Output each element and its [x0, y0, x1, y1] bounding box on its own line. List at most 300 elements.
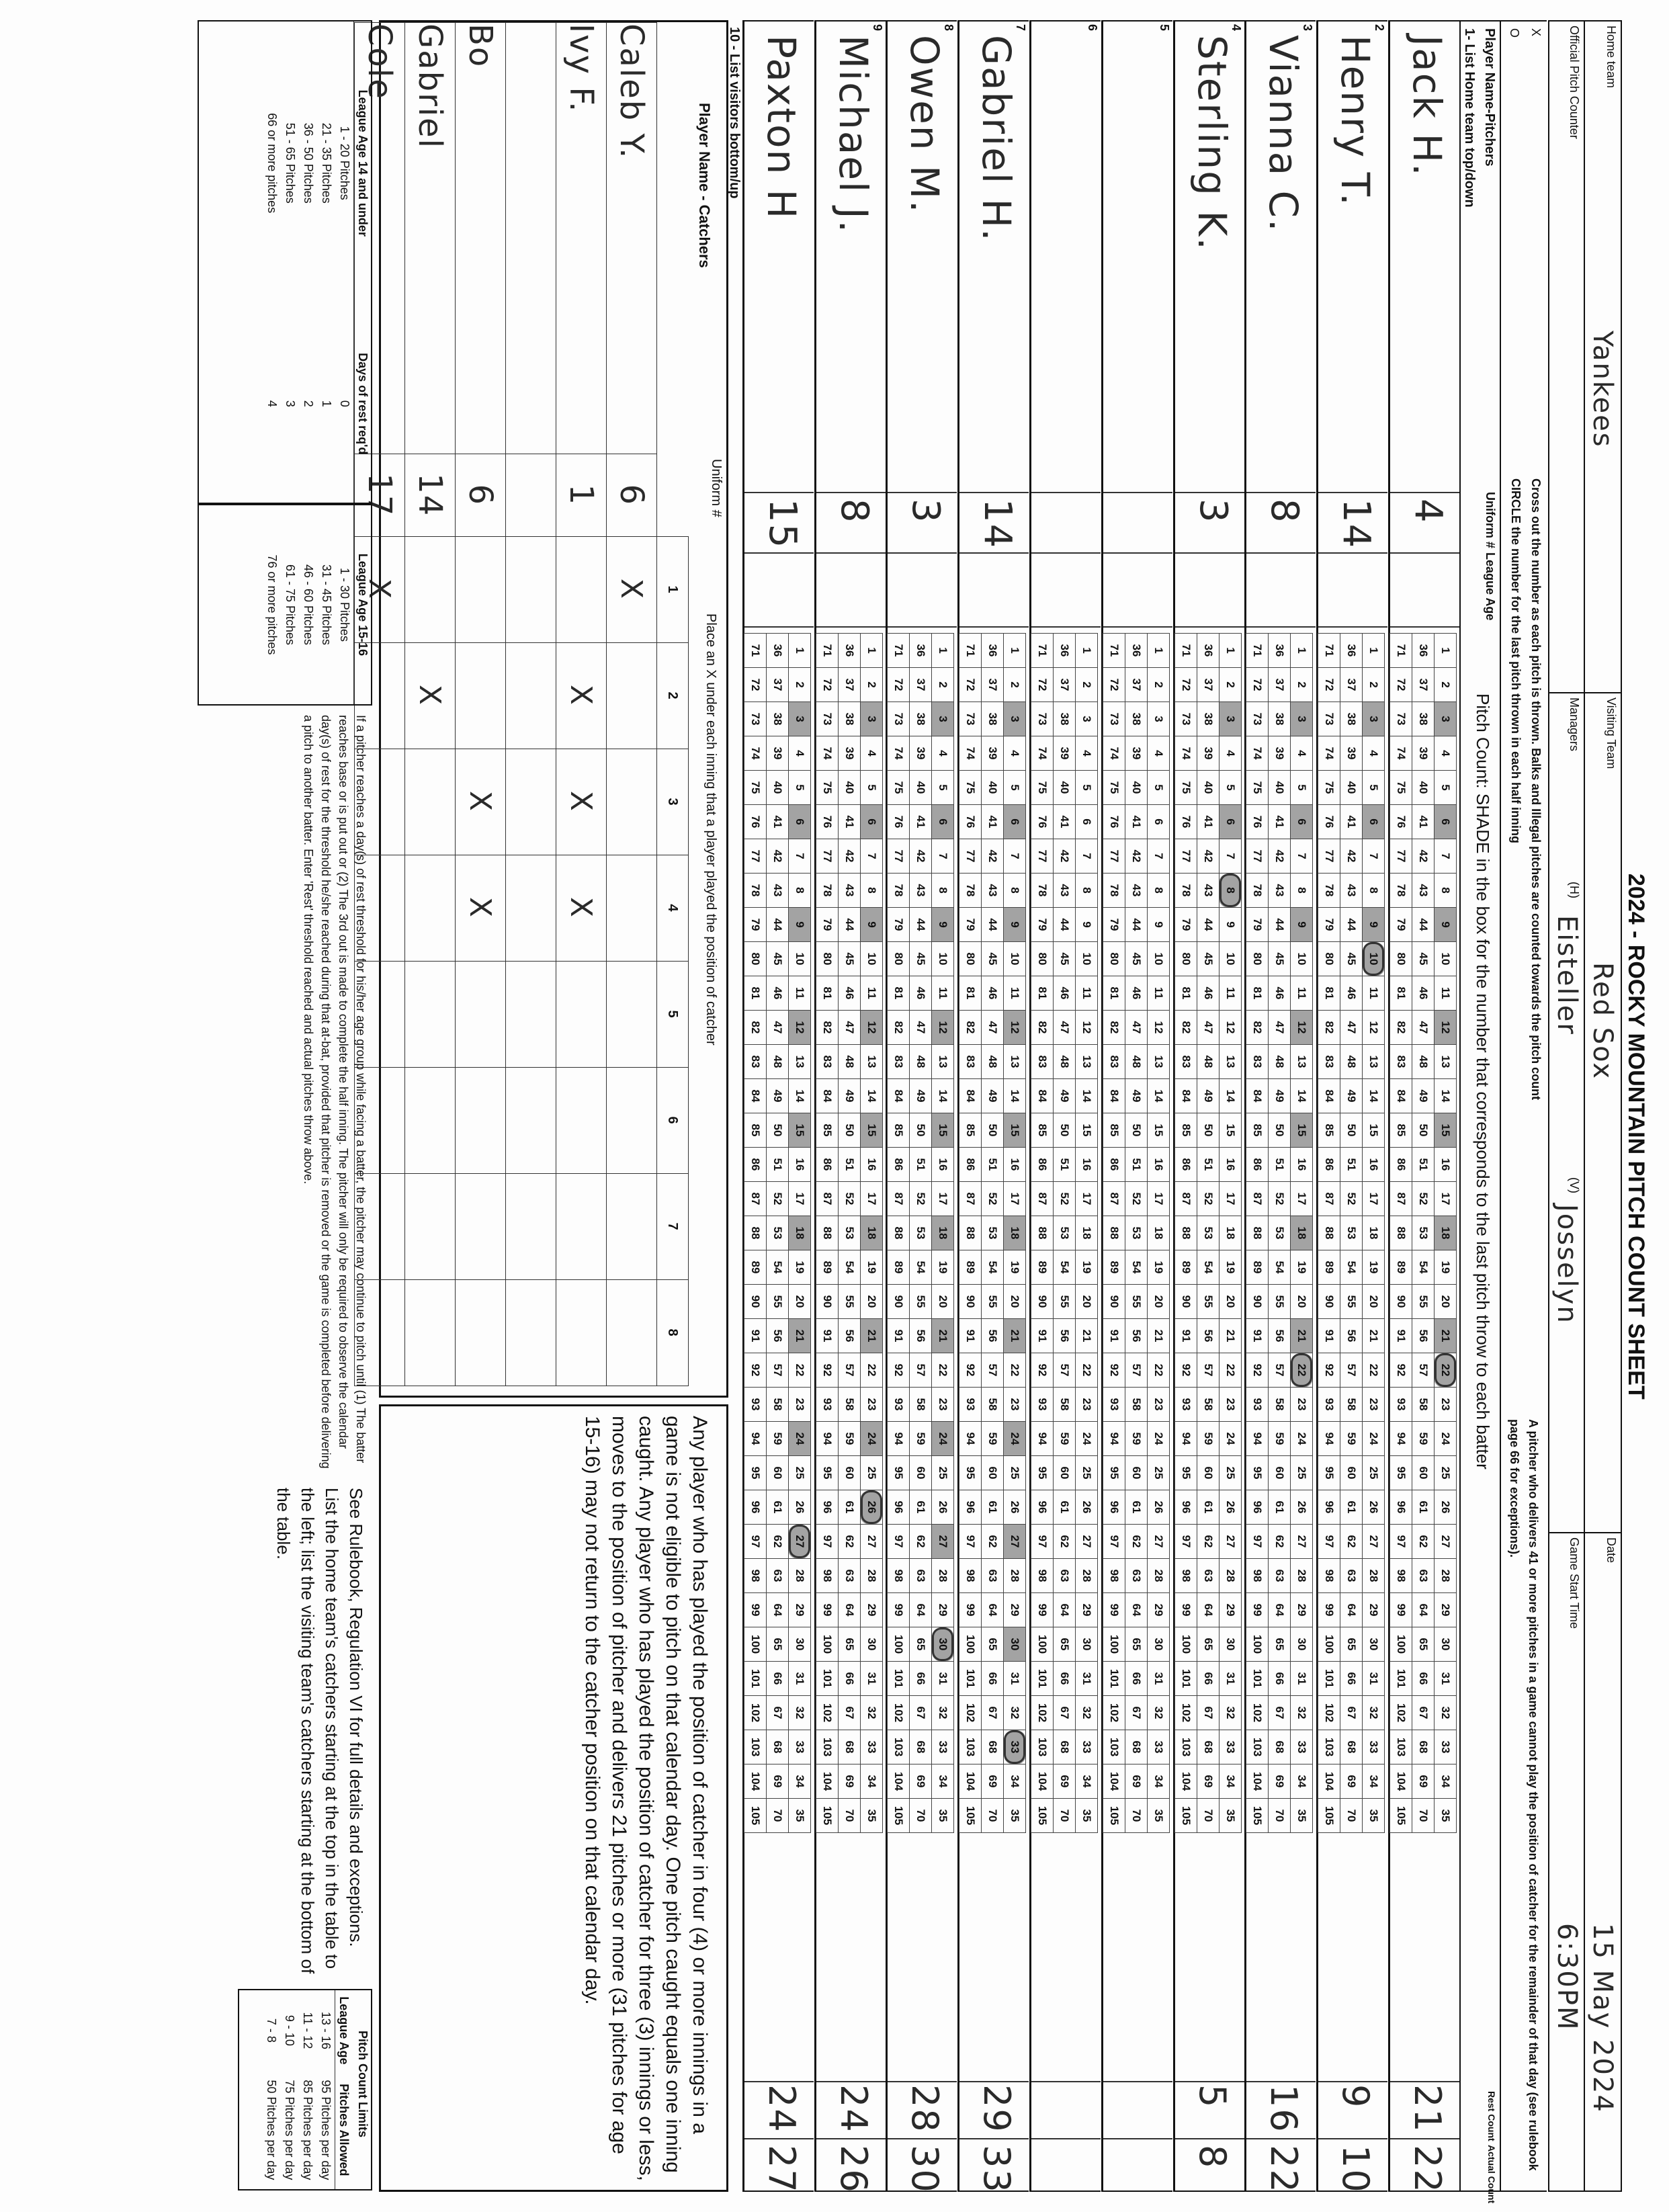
pitch-cell[interactable]: 58 — [1340, 1388, 1363, 1422]
pitch-cell[interactable]: 42 — [1197, 839, 1219, 874]
pitch-cell[interactable]: 37 — [1269, 668, 1291, 702]
pitch-cell[interactable]: 10 — [932, 942, 954, 976]
pitch-cell[interactable]: 81 — [1031, 976, 1054, 1011]
pitch-cell[interactable]: 90 — [816, 1285, 838, 1319]
pitch-cell[interactable]: 85 — [1174, 1113, 1197, 1148]
pitch-cell[interactable]: 81 — [1246, 976, 1269, 1011]
pitch-cell[interactable]: 103 — [1318, 1730, 1340, 1764]
pitch-cell[interactable]: 50 — [982, 1113, 1004, 1148]
pitch-cell[interactable]: 2 — [932, 668, 954, 702]
pitch-cell[interactable]: 66 — [1197, 1662, 1219, 1696]
pitch-cell[interactable]: 46 — [1269, 976, 1291, 1011]
pitch-cell[interactable]: 29 — [1219, 1593, 1241, 1627]
pitch-cell[interactable]: 60 — [1412, 1456, 1435, 1490]
pitch-cell[interactable]: 105 — [1031, 1799, 1054, 1833]
pitch-cell[interactable]: 14 — [932, 1079, 954, 1113]
pitch-cell[interactable]: 6 — [1435, 805, 1457, 839]
catcher-uniform[interactable] — [506, 454, 556, 537]
pitch-cell[interactable]: 43 — [1197, 874, 1219, 908]
pitch-cell[interactable]: 101 — [888, 1662, 910, 1696]
catcher-uniform[interactable]: 1 — [556, 454, 607, 537]
pitch-cell[interactable]: 56 — [1412, 1319, 1435, 1353]
pitch-cell[interactable]: 102 — [1246, 1696, 1269, 1730]
pitch-cell[interactable]: 36 — [1197, 634, 1219, 668]
pitch-cell[interactable]: 44 — [910, 908, 932, 942]
pitch-cell[interactable]: 7 — [1363, 839, 1385, 874]
pitch-cell[interactable]: 80 — [816, 942, 838, 976]
pitch-cell[interactable]: 5 — [1004, 771, 1026, 805]
pitch-cell[interactable]: 80 — [744, 942, 766, 976]
catcher-inning-mark[interactable]: X — [405, 642, 456, 749]
pitch-cell[interactable]: 31 — [1291, 1662, 1313, 1696]
pitch-cell[interactable]: 84 — [1390, 1079, 1412, 1113]
pitch-cell[interactable]: 48 — [1269, 1045, 1291, 1079]
pitch-cell[interactable]: 75 — [1031, 771, 1054, 805]
pitch-cell[interactable]: 16 — [1291, 1148, 1313, 1182]
pitch-cell[interactable]: 12 — [788, 1011, 810, 1045]
pitch-cell[interactable]: 86 — [744, 1148, 766, 1182]
pitch-cell[interactable]: 69 — [1269, 1764, 1291, 1799]
pitch-cell[interactable]: 69 — [838, 1764, 860, 1799]
pitch-cell[interactable]: 87 — [888, 1182, 910, 1216]
pitch-cell[interactable]: 27 — [1004, 1525, 1026, 1559]
pitch-cell[interactable]: 33 — [1363, 1730, 1385, 1764]
pitch-cell[interactable]: 11 — [788, 976, 810, 1011]
pitch-cell[interactable]: 35 — [1004, 1799, 1026, 1833]
pitch-cell[interactable]: 48 — [1412, 1045, 1435, 1079]
catcher-inning-mark[interactable] — [607, 642, 657, 749]
pitch-cell[interactable]: 8 — [1076, 874, 1098, 908]
pitch-cell[interactable]: 55 — [910, 1285, 932, 1319]
pitch-cell[interactable]: 4 — [932, 736, 954, 771]
pitch-cell[interactable]: 59 — [1412, 1422, 1435, 1456]
pitch-cell[interactable]: 32 — [1291, 1696, 1313, 1730]
pitch-cell[interactable]: 4 — [1147, 736, 1169, 771]
pitch-cell[interactable]: 72 — [816, 668, 838, 702]
pitch-cell[interactable]: 45 — [1197, 942, 1219, 976]
pitch-cell[interactable]: 95 — [816, 1456, 838, 1490]
pitch-cell[interactable]: 53 — [910, 1216, 932, 1250]
pitch-cell[interactable]: 50 — [1054, 1113, 1076, 1148]
pitch-cell[interactable]: 50 — [1197, 1113, 1219, 1148]
pitch-cell[interactable]: 65 — [1269, 1627, 1291, 1662]
pitch-cell[interactable]: 100 — [959, 1627, 982, 1662]
pitch-cell[interactable]: 79 — [888, 908, 910, 942]
pitch-cell[interactable]: 14 — [1076, 1079, 1098, 1113]
pitch-cell[interactable]: 20 — [1076, 1285, 1098, 1319]
pitch-cell[interactable]: 17 — [1147, 1182, 1169, 1216]
catcher-inning-mark[interactable] — [456, 1067, 506, 1173]
pitch-cell[interactable]: 51 — [910, 1148, 932, 1182]
pitch-cell[interactable]: 59 — [766, 1422, 788, 1456]
pitch-cell[interactable]: 23 — [1219, 1388, 1241, 1422]
pitch-cell[interactable]: 50 — [766, 1113, 788, 1148]
pitch-cell[interactable]: 71 — [816, 634, 838, 668]
pitch-cell[interactable]: 101 — [744, 1662, 766, 1696]
pitch-cell[interactable]: 20 — [1004, 1285, 1026, 1319]
pitch-cell[interactable]: 54 — [1125, 1250, 1147, 1285]
pitch-cell[interactable]: 9 — [1076, 908, 1098, 942]
pitch-cell[interactable]: 52 — [910, 1182, 932, 1216]
pitch-cell[interactable]: 12 — [1363, 1011, 1385, 1045]
pitch-cell[interactable]: 38 — [1412, 702, 1435, 736]
pitch-cell[interactable]: 33 — [1004, 1730, 1026, 1764]
pitch-cell[interactable]: 102 — [888, 1696, 910, 1730]
pitch-cell[interactable]: 8 — [1363, 874, 1385, 908]
pitch-cell[interactable]: 83 — [1390, 1045, 1412, 1079]
pitch-cell[interactable]: 24 — [1076, 1422, 1098, 1456]
pitch-cell[interactable]: 80 — [1318, 942, 1340, 976]
pitch-cell[interactable]: 100 — [888, 1627, 910, 1662]
pitch-cell[interactable]: 99 — [959, 1593, 982, 1627]
pitch-cell[interactable]: 54 — [982, 1250, 1004, 1285]
pitcher-name[interactable]: Michael J. — [830, 35, 876, 235]
pitch-cell[interactable]: 81 — [1103, 976, 1125, 1011]
pitch-cell[interactable]: 59 — [1340, 1422, 1363, 1456]
pitch-cell[interactable]: 37 — [1197, 668, 1219, 702]
pitch-cell[interactable]: 38 — [1197, 702, 1219, 736]
pitch-cell[interactable]: 2 — [788, 668, 810, 702]
pitch-cell[interactable]: 30 — [1363, 1627, 1385, 1662]
pitch-cell[interactable]: 30 — [1076, 1627, 1098, 1662]
pitch-cell[interactable]: 29 — [1076, 1593, 1098, 1627]
pitch-cell[interactable]: 93 — [744, 1388, 766, 1422]
pitch-cell[interactable]: 98 — [1390, 1559, 1412, 1593]
pitch-cell[interactable]: 21 — [788, 1319, 810, 1353]
pitch-cell[interactable]: 62 — [1054, 1525, 1076, 1559]
pitch-cell[interactable]: 101 — [1103, 1662, 1125, 1696]
pitch-cell[interactable]: 41 — [766, 805, 788, 839]
pitch-cell[interactable]: 88 — [1390, 1216, 1412, 1250]
pitch-cell[interactable]: 14 — [1147, 1079, 1169, 1113]
pitch-cell[interactable]: 69 — [1412, 1764, 1435, 1799]
pitch-cell[interactable]: 55 — [766, 1285, 788, 1319]
pitch-cell[interactable]: 44 — [766, 908, 788, 942]
pitch-cell[interactable]: 1 — [1147, 634, 1169, 668]
pitch-cell[interactable]: 7 — [1291, 839, 1313, 874]
pitch-cell[interactable]: 70 — [1125, 1799, 1147, 1833]
pitch-cell[interactable]: 58 — [838, 1388, 860, 1422]
pitch-cell[interactable]: 94 — [1031, 1422, 1054, 1456]
pitch-cell[interactable]: 63 — [1269, 1559, 1291, 1593]
pitch-cell[interactable]: 58 — [1269, 1388, 1291, 1422]
pitch-cell[interactable]: 11 — [1435, 976, 1457, 1011]
pitch-cell[interactable]: 18 — [1219, 1216, 1241, 1250]
pitch-cell[interactable]: 29 — [860, 1593, 882, 1627]
pitch-cell[interactable]: 100 — [1103, 1627, 1125, 1662]
pitch-cell[interactable]: 96 — [1318, 1490, 1340, 1525]
pitch-cell[interactable]: 28 — [1219, 1559, 1241, 1593]
pitch-cell[interactable]: 79 — [959, 908, 982, 942]
pitch-cell[interactable]: 84 — [1174, 1079, 1197, 1113]
pitch-cell[interactable]: 99 — [1246, 1593, 1269, 1627]
pitch-cell[interactable]: 20 — [1147, 1285, 1169, 1319]
catcher-inning-mark[interactable]: X — [556, 749, 607, 855]
pitch-cell[interactable]: 48 — [910, 1045, 932, 1079]
pitch-cell[interactable]: 76 — [1390, 805, 1412, 839]
pitch-cell[interactable]: 94 — [816, 1422, 838, 1456]
pitch-cell[interactable]: 11 — [1363, 976, 1385, 1011]
pitch-cell[interactable]: 49 — [1125, 1079, 1147, 1113]
pitch-cell[interactable]: 92 — [744, 1353, 766, 1388]
pitch-cell[interactable]: 85 — [1031, 1113, 1054, 1148]
pitch-cell[interactable]: 36 — [1125, 634, 1147, 668]
rest-count-value[interactable]: 21 — [1406, 2084, 1449, 2133]
pitch-cell[interactable]: 59 — [1197, 1422, 1219, 1456]
pitch-cell[interactable]: 38 — [1340, 702, 1363, 736]
pitch-cell[interactable]: 22 — [860, 1353, 882, 1388]
pitch-cell[interactable]: 1 — [1004, 634, 1026, 668]
pitcher-uniform[interactable]: 4 — [1406, 499, 1450, 524]
pitch-cell[interactable]: 92 — [888, 1353, 910, 1388]
pitch-cell[interactable]: 10 — [788, 942, 810, 976]
pitch-cell[interactable]: 77 — [959, 839, 982, 874]
pitch-cell[interactable]: 67 — [838, 1696, 860, 1730]
pitch-cell[interactable]: 101 — [959, 1662, 982, 1696]
pitch-cell[interactable]: 56 — [766, 1319, 788, 1353]
pitch-cell[interactable]: 79 — [1390, 908, 1412, 942]
pitch-cell[interactable]: 23 — [932, 1388, 954, 1422]
pitch-cell[interactable]: 73 — [1174, 702, 1197, 736]
pitch-cell[interactable]: 2 — [1363, 668, 1385, 702]
pitch-cell[interactable]: 8 — [1291, 874, 1313, 908]
pitch-cell[interactable]: 100 — [1318, 1627, 1340, 1662]
pitch-cell[interactable]: 105 — [1174, 1799, 1197, 1833]
pitch-cell[interactable]: 91 — [1031, 1319, 1054, 1353]
catcher-inning-mark[interactable] — [405, 1279, 456, 1386]
pitch-cell[interactable]: 20 — [1291, 1285, 1313, 1319]
pitch-cell[interactable]: 90 — [1174, 1285, 1197, 1319]
pitch-cell[interactable]: 21 — [1004, 1319, 1026, 1353]
catcher-name[interactable] — [506, 23, 556, 454]
actual-count-value[interactable]: 30 — [904, 2145, 947, 2194]
pitch-cell[interactable]: 91 — [1174, 1319, 1197, 1353]
pitch-cell[interactable]: 44 — [982, 908, 1004, 942]
pitch-cell[interactable]: 4 — [1363, 736, 1385, 771]
pitch-cell[interactable]: 35 — [1291, 1799, 1313, 1833]
pitch-cell[interactable]: 1 — [1219, 634, 1241, 668]
pitch-cell[interactable]: 47 — [910, 1011, 932, 1045]
pitch-cell[interactable]: 2 — [1291, 668, 1313, 702]
pitch-cell[interactable]: 46 — [1340, 976, 1363, 1011]
pitch-cell[interactable]: 3 — [788, 702, 810, 736]
pitch-cell[interactable]: 84 — [1318, 1079, 1340, 1113]
pitch-cell[interactable]: 33 — [1291, 1730, 1313, 1764]
pitch-cell[interactable]: 27 — [860, 1525, 882, 1559]
pitch-cell[interactable]: 95 — [959, 1456, 982, 1490]
pitch-cell[interactable]: 98 — [744, 1559, 766, 1593]
pitch-cell[interactable]: 54 — [1340, 1250, 1363, 1285]
pitch-cell[interactable]: 32 — [1004, 1696, 1026, 1730]
pitch-cell[interactable]: 100 — [744, 1627, 766, 1662]
pitch-cell[interactable]: 22 — [1004, 1353, 1026, 1388]
catcher-name[interactable]: Bo — [456, 23, 506, 454]
pitch-cell[interactable]: 49 — [1054, 1079, 1076, 1113]
pitch-cell[interactable]: 47 — [982, 1011, 1004, 1045]
pitch-cell[interactable]: 81 — [1390, 976, 1412, 1011]
catcher-inning-mark[interactable] — [506, 855, 556, 961]
pitch-cell[interactable]: 72 — [1246, 668, 1269, 702]
pitch-cell[interactable]: 15 — [1076, 1113, 1098, 1148]
pitch-cell[interactable]: 41 — [1269, 805, 1291, 839]
catcher-inning-mark[interactable] — [506, 1279, 556, 1386]
pitch-cell[interactable]: 86 — [1390, 1148, 1412, 1182]
pitch-cell[interactable]: 76 — [1174, 805, 1197, 839]
pitch-cell[interactable]: 53 — [1197, 1216, 1219, 1250]
pitch-cell[interactable]: 10 — [1147, 942, 1169, 976]
pitch-cell[interactable]: 72 — [1174, 668, 1197, 702]
pitch-cell[interactable]: 41 — [982, 805, 1004, 839]
pitch-cell[interactable]: 25 — [860, 1456, 882, 1490]
pitch-cell[interactable]: 94 — [744, 1422, 766, 1456]
pitch-cell[interactable]: 26 — [1219, 1490, 1241, 1525]
pitch-cell[interactable]: 75 — [744, 771, 766, 805]
pitch-cell[interactable]: 105 — [1390, 1799, 1412, 1833]
pitch-cell[interactable]: 50 — [838, 1113, 860, 1148]
pitch-cell[interactable]: 79 — [1103, 908, 1125, 942]
pitch-cell[interactable]: 45 — [838, 942, 860, 976]
pitch-cell[interactable]: 59 — [1054, 1422, 1076, 1456]
pitcher-name[interactable]: Owen M. — [902, 35, 948, 214]
rest-count-value[interactable]: 5 — [1191, 2084, 1234, 2109]
pitch-cell[interactable]: 52 — [1269, 1182, 1291, 1216]
pitch-cell[interactable]: 37 — [1340, 668, 1363, 702]
pitch-cell[interactable]: 4 — [1076, 736, 1098, 771]
pitch-cell[interactable]: 89 — [1390, 1250, 1412, 1285]
pitch-cell[interactable]: 63 — [1054, 1559, 1076, 1593]
pitch-cell[interactable]: 34 — [1147, 1764, 1169, 1799]
pitch-cell[interactable]: 33 — [1076, 1730, 1098, 1764]
pitch-cell[interactable]: 19 — [1435, 1250, 1457, 1285]
pitch-cell[interactable]: 90 — [1390, 1285, 1412, 1319]
pitch-cell[interactable]: 51 — [766, 1148, 788, 1182]
pitch-cell[interactable]: 95 — [1390, 1456, 1412, 1490]
pitch-cell[interactable]: 15 — [1147, 1113, 1169, 1148]
pitch-cell[interactable]: 70 — [1269, 1799, 1291, 1833]
rest-count-value[interactable]: 16 — [1263, 2084, 1306, 2133]
pitch-cell[interactable]: 7 — [1435, 839, 1457, 874]
pitch-cell[interactable]: 80 — [1031, 942, 1054, 976]
pitch-cell[interactable]: 98 — [1103, 1559, 1125, 1593]
catcher-inning-mark[interactable] — [607, 1173, 657, 1279]
pitch-cell[interactable]: 70 — [910, 1799, 932, 1833]
pitch-cell[interactable]: 57 — [1054, 1353, 1076, 1388]
pitch-cell[interactable]: 20 — [1363, 1285, 1385, 1319]
pitch-cell[interactable]: 55 — [1412, 1285, 1435, 1319]
pitch-cell[interactable]: 9 — [932, 908, 954, 942]
pitch-cell[interactable]: 67 — [1125, 1696, 1147, 1730]
pitch-cell[interactable]: 49 — [766, 1079, 788, 1113]
pitch-cell[interactable]: 54 — [1412, 1250, 1435, 1285]
pitch-cell[interactable]: 75 — [816, 771, 838, 805]
pitch-cell[interactable]: 66 — [766, 1662, 788, 1696]
pitch-cell[interactable]: 103 — [888, 1730, 910, 1764]
pitch-cell[interactable]: 97 — [1246, 1525, 1269, 1559]
pitch-cell[interactable]: 83 — [744, 1045, 766, 1079]
pitch-cell[interactable]: 7 — [860, 839, 882, 874]
pitch-cell[interactable]: 80 — [1246, 942, 1269, 976]
pitch-cell[interactable]: 56 — [982, 1319, 1004, 1353]
pitch-cell[interactable]: 28 — [1291, 1559, 1313, 1593]
pitch-cell[interactable]: 83 — [1318, 1045, 1340, 1079]
catcher-inning-mark[interactable]: X — [456, 855, 506, 961]
pitch-cell[interactable]: 9 — [1435, 908, 1457, 942]
pitch-cell[interactable]: 84 — [959, 1079, 982, 1113]
pitch-cell[interactable]: 1 — [1291, 634, 1313, 668]
catcher-inning-mark[interactable] — [506, 536, 556, 642]
pitch-cell[interactable]: 15 — [1291, 1113, 1313, 1148]
pitch-cell[interactable]: 25 — [1291, 1456, 1313, 1490]
pitch-cell[interactable]: 94 — [1246, 1422, 1269, 1456]
pitch-cell[interactable]: 8 — [1219, 874, 1241, 908]
pitch-cell[interactable]: 89 — [816, 1250, 838, 1285]
pitch-cell[interactable]: 29 — [1291, 1593, 1313, 1627]
pitch-cell[interactable]: 54 — [1269, 1250, 1291, 1285]
pitch-cell[interactable]: 52 — [1412, 1182, 1435, 1216]
pitch-cell[interactable]: 93 — [888, 1388, 910, 1422]
pitch-cell[interactable]: 65 — [1340, 1627, 1363, 1662]
pitch-cell[interactable]: 8 — [1435, 874, 1457, 908]
pitch-cell[interactable]: 57 — [1269, 1353, 1291, 1388]
pitch-cell[interactable]: 65 — [982, 1627, 1004, 1662]
pitch-cell[interactable]: 6 — [788, 805, 810, 839]
pitch-cell[interactable]: 75 — [888, 771, 910, 805]
pitch-cell[interactable]: 97 — [1103, 1525, 1125, 1559]
pitch-cell[interactable]: 34 — [1291, 1764, 1313, 1799]
pitch-cell[interactable]: 40 — [1269, 771, 1291, 805]
catcher-uniform[interactable]: 6 — [607, 454, 657, 537]
pitch-cell[interactable]: 53 — [1269, 1216, 1291, 1250]
pitch-cell[interactable]: 11 — [932, 976, 954, 1011]
pitch-cell[interactable]: 64 — [1054, 1593, 1076, 1627]
pitch-cell[interactable]: 28 — [1147, 1559, 1169, 1593]
pitch-cell[interactable]: 65 — [1054, 1627, 1076, 1662]
pitch-cell[interactable]: 94 — [1390, 1422, 1412, 1456]
pitch-cell[interactable]: 19 — [1004, 1250, 1026, 1285]
pitch-cell[interactable]: 63 — [1125, 1559, 1147, 1593]
pitch-cell[interactable]: 35 — [1363, 1799, 1385, 1833]
pitch-cell[interactable]: 50 — [1412, 1113, 1435, 1148]
pitch-cell[interactable]: 60 — [982, 1456, 1004, 1490]
pitcher-uniform[interactable]: 3 — [904, 499, 948, 524]
pitch-cell[interactable]: 80 — [1103, 942, 1125, 976]
pitch-cell[interactable]: 83 — [816, 1045, 838, 1079]
pitch-cell[interactable]: 62 — [1340, 1525, 1363, 1559]
pitch-cell[interactable]: 4 — [860, 736, 882, 771]
pitch-cell[interactable]: 87 — [1246, 1182, 1269, 1216]
catcher-inning-mark[interactable] — [405, 1067, 456, 1173]
pitch-cell[interactable]: 77 — [1318, 839, 1340, 874]
pitch-cell[interactable]: 88 — [744, 1216, 766, 1250]
pitch-cell[interactable]: 46 — [838, 976, 860, 1011]
pitch-cell[interactable]: 78 — [888, 874, 910, 908]
pitch-cell[interactable]: 3 — [1147, 702, 1169, 736]
pitch-cell[interactable]: 46 — [982, 976, 1004, 1011]
pitch-cell[interactable]: 29 — [1004, 1593, 1026, 1627]
pitch-cell[interactable]: 103 — [816, 1730, 838, 1764]
pitch-cell[interactable]: 38 — [1269, 702, 1291, 736]
pitch-cell[interactable]: 10 — [1076, 942, 1098, 976]
pitch-cell[interactable]: 64 — [1340, 1593, 1363, 1627]
pitch-cell[interactable]: 19 — [1291, 1250, 1313, 1285]
catcher-inning-mark[interactable] — [405, 961, 456, 1067]
pitch-cell[interactable]: 48 — [1197, 1045, 1219, 1079]
pitch-cell[interactable]: 12 — [1219, 1011, 1241, 1045]
pitch-cell[interactable]: 99 — [1103, 1593, 1125, 1627]
pitch-cell[interactable]: 76 — [1318, 805, 1340, 839]
pitch-cell[interactable]: 14 — [860, 1079, 882, 1113]
catcher-inning-mark[interactable] — [607, 855, 657, 961]
